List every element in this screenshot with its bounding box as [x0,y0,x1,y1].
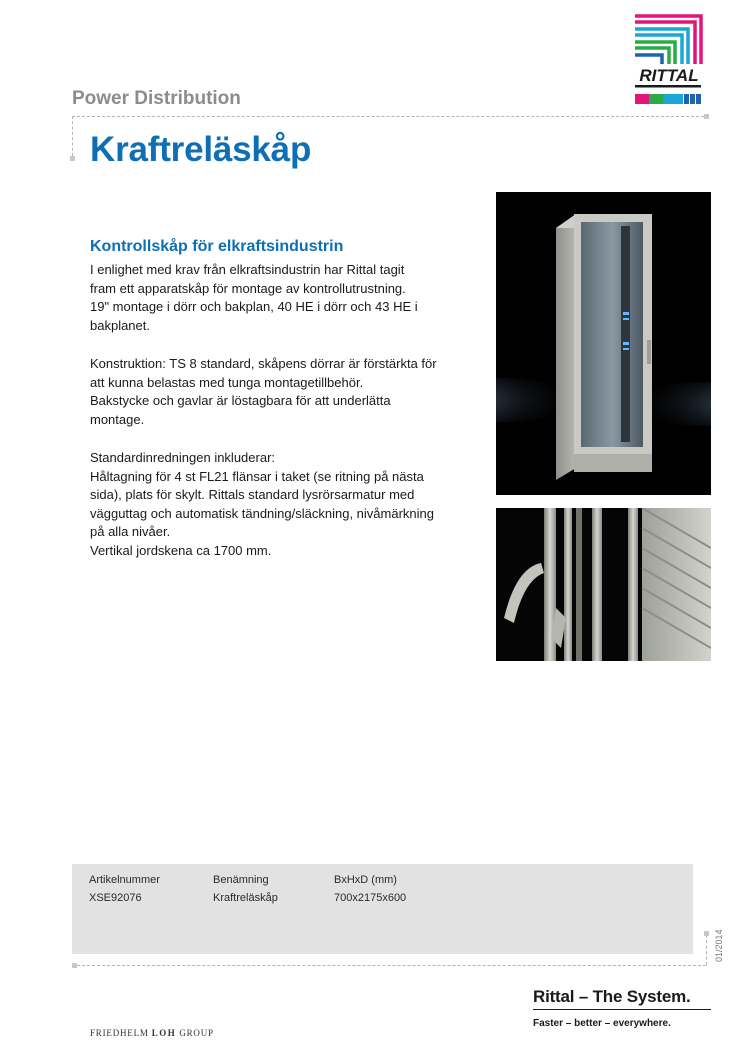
cabinet-photo [496,192,711,495]
column-header-name: Benämning [213,874,269,886]
date-stamp: 01/2014 [714,929,724,962]
section-label: Power Distribution [72,88,241,109]
top-divider [72,116,704,117]
divider-dot [704,114,709,119]
construction-paragraph: Konstruktion: TS 8 standard, skåpens dörrar är förstärkta för att kunna belastas med tunga montagetillbehör. Bakstycke och gavlar är löstagbara för att underlätta montage. [90,356,437,427]
rittal-logo [635,14,703,106]
standard-equipment-paragraph: Standardinredningen inkluderar: Håltagning för 4 st FL21 flänsar i taket (se ritning på nästa sida), plats för skylt. Rittals standard lysrörsarmatur med vägguttag och automatisk tändning/släckning, nivåmärkning på alla nivåer. Vertikal jordskena ca 1700 mm. [90,450,434,558]
right-divider [706,935,707,965]
subheading: Kontrollskåp för elkraftsindustrin [90,238,344,255]
column-header-dimensions: BxHxD (mm) [334,874,397,886]
article-table [72,864,693,954]
slogan-rule [533,1009,711,1010]
slogan: Rittal – The System. [533,987,691,1006]
bottom-divider [77,965,706,966]
tagline: Faster – better – everywhere. [533,1018,671,1029]
table-cell-article-number: XSE92076 [89,892,142,904]
divider-dot [704,931,709,936]
left-divider [72,116,73,156]
table-cell-dimensions: 700x2175x600 [334,892,407,904]
column-header-article-number: Artikelnummer [89,874,160,886]
divider-dot [70,156,75,161]
logo-wordmark: RITTAL [639,66,699,85]
table-cell-name: Kraftreläskåp [213,892,278,904]
intro-paragraph: I enlighet med krav från elkraftsindustrin har Rittal tagit fram ett apparatskåp för montage av kontrollutrustning. 19" montage i dörr och bakplan, 40 HE i dörr och 43 HE i bakplanet. [90,262,418,333]
interior-detail-photo [496,508,711,661]
group-name: FRIEDHELM LOH GROUP [90,1028,214,1038]
page-title: Kraftreläskåp [90,130,312,169]
